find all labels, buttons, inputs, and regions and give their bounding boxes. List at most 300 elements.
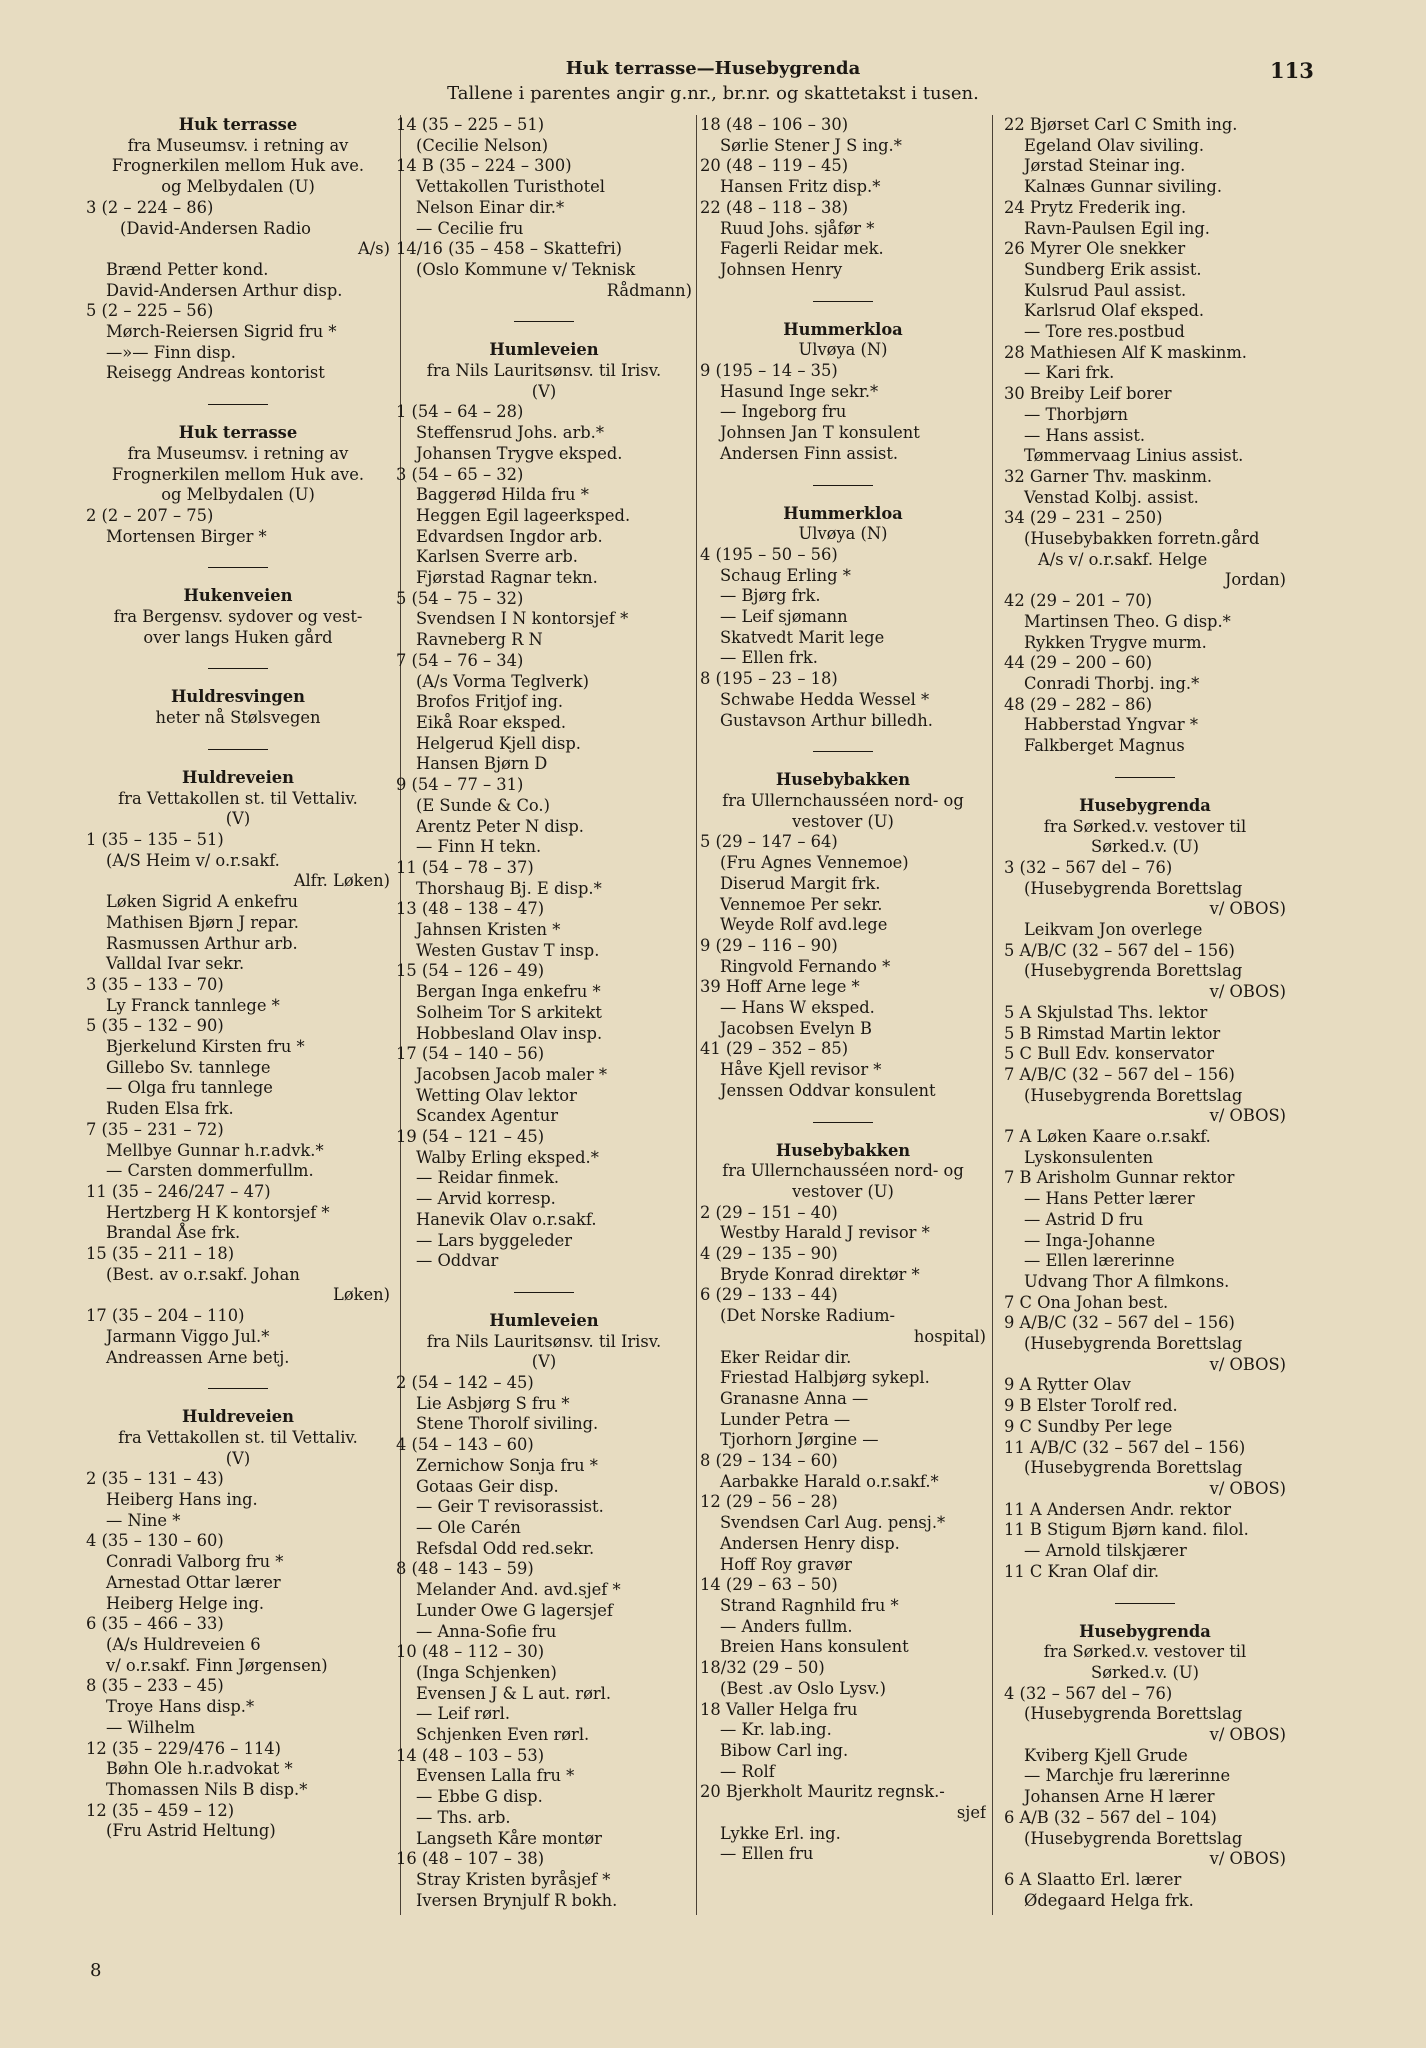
address-line: 11 A Andersen Andr. rektor	[1004, 1499, 1231, 1519]
resident-line: — Ellen fru	[720, 1844, 814, 1864]
street-description: fra Nils Lauritsønsv. til Irisv.	[426, 361, 662, 381]
resident-line: — Hans assist.	[1024, 425, 1146, 445]
resident-line: (A/S Heim v/ o.r.sakf.	[106, 850, 280, 870]
resident-line: — Nine *	[106, 1510, 181, 1530]
page-subtitle: Tallene i parentes angir g.nr., br.nr. og skattetakst i tusen.	[447, 83, 979, 104]
address-line: 6 (35 – 466 – 33)	[86, 1614, 224, 1634]
street-description: og Melbydalen (U)	[161, 177, 315, 197]
street-description: fra Sørked.v. vestover til	[1043, 1642, 1247, 1662]
resident-line: Wetting Olav lektor	[416, 1085, 577, 1105]
address-line: 22 Bjørset Carl C Smith ing.	[1004, 115, 1238, 134]
address-line: 9 (54 – 77 – 31)	[396, 775, 524, 795]
resident-line: (Oslo Kommune v/ Teknisk	[416, 259, 636, 279]
resident-line: Hasund Inge sekr.*	[720, 381, 879, 401]
resident-line: (Fru Astrid Heltung)	[106, 1821, 276, 1841]
resident-line: Weyde Rolf avd.lege	[720, 915, 888, 935]
address-line: 3 (54 – 65 – 32)	[396, 464, 524, 484]
street-heading: Hummerkloa	[783, 503, 903, 523]
resident-line: Eker Reidar dir.	[720, 1347, 852, 1367]
address-line: 8 (29 – 134 – 60)	[700, 1451, 838, 1471]
street-heading: Husebybakken	[775, 1140, 911, 1160]
address-line: 44 (29 – 200 – 60)	[1004, 653, 1153, 673]
address-line: 14 (29 – 63 – 50)	[700, 1575, 838, 1595]
street-description: fra Ullernchausséen nord- og	[722, 790, 964, 810]
continuation-line: v/ OBOS)	[1209, 1106, 1286, 1126]
address-line: 2 (54 – 142 – 45)	[396, 1373, 534, 1393]
address-line: 14 (48 – 103 – 53)	[396, 1745, 545, 1765]
address-line: 19 (54 – 121 – 45)	[396, 1127, 545, 1147]
resident-line: — Anders fullm.	[720, 1616, 853, 1636]
street-description: (V)	[531, 381, 557, 401]
resident-line: Conradi Thorbj. ing.*	[1024, 673, 1200, 693]
resident-line: — Arnold tilskjærer	[1024, 1541, 1187, 1561]
address-line: 15 (35 – 211 – 18)	[86, 1244, 235, 1264]
address-line: 3 (2 – 224 – 86)	[86, 197, 214, 217]
address-line: 5 (35 – 132 – 90)	[86, 1016, 224, 1036]
resident-line: Bryde Konrad direktør *	[720, 1264, 920, 1284]
resident-line: Schwabe Hedda Wessel *	[720, 689, 930, 709]
resident-line: Stene Thorolf siviling.	[416, 1414, 599, 1434]
street-description: (V)	[531, 1352, 557, 1372]
address-line: 7 A Løken Kaare o.r.sakf.	[1004, 1127, 1211, 1147]
street-description: Frognerkilen mellom Huk ave.	[111, 156, 365, 176]
resident-line: Andersen Henry disp.	[720, 1533, 900, 1553]
resident-line: Arentz Peter N disp.	[416, 816, 584, 836]
resident-line: (Best. av o.r.sakf. Johan	[106, 1264, 300, 1284]
address-line: 28 Mathiesen Alf K maskinm.	[1004, 342, 1247, 362]
address-line: 8 (35 – 233 – 45)	[86, 1676, 224, 1696]
resident-line: Evensen J & L aut. rørl.	[416, 1683, 612, 1703]
resident-line: Fjørstad Ragnar tekn.	[416, 568, 598, 588]
street-heading: Husebybakken	[775, 770, 911, 790]
resident-line: — Ole Carén	[416, 1518, 521, 1537]
resident-line: Falkberget Magnus	[1024, 736, 1185, 756]
address-line: 16 (48 – 107 – 38)	[396, 1849, 545, 1869]
continuation-line: v/ OBOS)	[1209, 1479, 1286, 1498]
resident-line: Schaug Erling *	[720, 565, 851, 585]
address-line: 41 (29 – 352 – 85)	[700, 1039, 849, 1059]
street-description: Ulvøya (N)	[798, 340, 888, 360]
street-description: fra Museumsv. i retning av	[127, 135, 349, 155]
resident-line: — Bjørg frk.	[720, 586, 821, 606]
street-description: over langs Huken gård	[143, 627, 333, 647]
address-line: 9 A/B/C (32 – 567 del – 156)	[1004, 1313, 1235, 1333]
resident-line: Andreassen Arne betj.	[106, 1347, 290, 1367]
resident-line: Johansen Trygve eksped.	[416, 443, 623, 463]
address-line: 9 (29 – 116 – 90)	[700, 935, 838, 955]
resident-line: Skatvedt Marit lege	[720, 627, 885, 647]
resident-line: — Hans W eksped.	[720, 998, 875, 1018]
address-line: 9 C Sundby Per lege	[1004, 1416, 1173, 1436]
resident-line: Lie Asbjørg S fru *	[416, 1393, 570, 1413]
address-line: 9 A Rytter Olav	[1004, 1375, 1131, 1395]
resident-line: Ringvold Fernando *	[720, 956, 891, 976]
resident-line: Svendsen Carl Aug. pensj.*	[720, 1513, 946, 1533]
resident-line: Vettakollen Turisthotel	[416, 177, 605, 197]
resident-line: — Reidar finmek.	[416, 1168, 560, 1188]
resident-line: Svendsen I N kontorsjef *	[416, 609, 629, 629]
resident-line: — Oddvar	[416, 1251, 499, 1271]
address-line: 5 A Skjulstad Ths. lektor	[1004, 1002, 1208, 1022]
section-divider	[813, 751, 873, 752]
resident-line: Lykke Erl. ing.	[720, 1823, 841, 1843]
resident-line: Hansen Fritz disp.*	[720, 177, 881, 197]
address-line: 42 (29 – 201 – 70)	[1004, 591, 1153, 611]
resident-line: — Leif sjømann	[720, 607, 848, 627]
continuation-line: hospital)	[913, 1326, 986, 1346]
resident-line: (Husebygrenda Borettslag	[1024, 878, 1243, 898]
resident-line: (Best .av Oslo Lysv.)	[720, 1678, 887, 1698]
resident-line: Stray Kristen byråsjef *	[416, 1869, 611, 1889]
resident-line: Arnestad Ottar lærer	[106, 1572, 281, 1592]
section-divider	[813, 301, 873, 302]
resident-line: (Husebygrenda Borettslag	[1024, 961, 1243, 981]
address-line: 12 (35 – 459 – 12)	[86, 1800, 235, 1820]
resident-line: Udvang Thor A filmkons.	[1024, 1271, 1230, 1291]
resident-line: — Rolf	[720, 1761, 775, 1781]
resident-line: Ruden Elsa frk.	[106, 1099, 234, 1119]
continuation-line: v/ OBOS)	[1209, 899, 1286, 919]
resident-line: Helgerud Kjell disp.	[416, 733, 581, 753]
street-description: Ulvøya (N)	[798, 524, 888, 544]
address-line: 14/16 (35 – 458 – Skattefri)	[396, 239, 623, 259]
resident-line: — Geir T revisorassist.	[416, 1497, 604, 1517]
resident-line: — Cecilie fru	[416, 218, 524, 238]
continuation-line: v/ OBOS)	[1209, 1849, 1286, 1869]
resident-line: — Hans Petter lærer	[1024, 1189, 1195, 1209]
address-line: 18 Valler Helga fru	[700, 1699, 858, 1719]
resident-line: Jacobsen Jacob maler *	[416, 1064, 608, 1084]
resident-line: A/s v/ o.r.sakf. Helge	[1038, 549, 1208, 569]
street-description: fra Vettakollen st. til Vettaliv.	[118, 1427, 358, 1447]
address-line: 8 (48 – 143 – 59)	[396, 1559, 534, 1579]
resident-line: Håve Kjell revisor *	[720, 1060, 882, 1080]
resident-line: Hansen Bjørn D	[416, 754, 548, 774]
resident-line: (Cecilie Nelson)	[416, 135, 549, 155]
resident-line: Karlsen Sverre arb.	[416, 547, 578, 567]
section-divider	[514, 321, 574, 322]
section-divider	[1115, 777, 1175, 778]
resident-line: Jarmann Viggo Jul.*	[106, 1326, 270, 1346]
section-divider	[208, 668, 268, 669]
resident-line: Rykken Trygve murm.	[1024, 632, 1207, 652]
resident-line: Kviberg Kjell Grude	[1024, 1745, 1188, 1765]
street-description: fra Vettakollen st. til Vettaliv.	[118, 788, 358, 808]
address-line: 7 B Arisholm Gunnar rektor	[1004, 1168, 1235, 1188]
address-line: 12 (35 – 229/476 – 114)	[86, 1738, 282, 1758]
resident-line: (Husebygrenda Borettslag	[1024, 1085, 1243, 1105]
resident-line: (E Sunde & Co.)	[416, 795, 550, 815]
address-line: 1 (35 – 135 – 51)	[86, 829, 224, 849]
resident-line: Mortensen Birger *	[106, 526, 267, 546]
street-description: vestover (U)	[792, 811, 894, 831]
resident-line: Melander And. avd.sjef *	[416, 1580, 621, 1600]
resident-line: Sørlie Stener J S ing.*	[720, 135, 902, 155]
resident-line: (A/s Huldreveien 6	[106, 1635, 261, 1654]
resident-line: Gustavson Arthur billedh.	[720, 710, 933, 730]
address-line: 5 (54 – 75 – 32)	[396, 588, 524, 608]
resident-line: (David-Andersen Radio	[120, 218, 311, 238]
column-3	[700, 115, 986, 1945]
resident-line: Troye Hans disp.*	[106, 1697, 255, 1717]
address-line: 7 (54 – 76 – 34)	[396, 650, 524, 670]
resident-line: — Ellen lærerinne	[1024, 1251, 1175, 1271]
resident-line: (Husebygrenda Borettslag	[1024, 1704, 1243, 1724]
street-description: fra Museumsv. i retning av	[127, 443, 349, 463]
address-line: 48 (29 – 282 – 86)	[1004, 694, 1153, 714]
resident-line: Egeland Olav siviling.	[1024, 135, 1205, 155]
address-line: 5 (2 – 225 – 56)	[86, 301, 214, 321]
resident-line: — Kr. lab.ing.	[720, 1720, 832, 1740]
address-line: 11 C Kran Olaf dir.	[1004, 1561, 1160, 1581]
resident-line: — Tore res.postbud	[1024, 322, 1185, 342]
resident-line: Lyskonsulenten	[1024, 1147, 1154, 1167]
resident-line: Andersen Finn assist.	[720, 443, 899, 463]
resident-line: Leikvam Jon overlege	[1024, 920, 1203, 940]
address-line: 20 (48 – 119 – 45)	[700, 156, 849, 176]
resident-line: — Marchje fru lærerinne	[1024, 1766, 1231, 1786]
resident-line: Edvardsen Ingdor arb.	[416, 526, 603, 546]
resident-line: Langseth Kåre montør	[416, 1828, 602, 1848]
resident-line: — Carsten dommerfullm.	[106, 1161, 314, 1181]
resident-line: Heggen Egil lageerksped.	[416, 505, 631, 525]
resident-line: Fagerli Reidar mek.	[720, 239, 884, 259]
address-line: 4 (195 – 50 – 56)	[700, 544, 838, 564]
address-line: 2 (35 – 131 – 43)	[86, 1469, 224, 1489]
resident-line: Steffensrud Johs. arb.*	[416, 423, 604, 443]
resident-line: — Finn H tekn.	[416, 837, 542, 857]
resident-line: Rasmussen Arthur arb.	[106, 933, 298, 953]
resident-line: Tømmervaag Linius assist.	[1024, 446, 1244, 466]
address-line: 7 (35 – 231 – 72)	[86, 1119, 224, 1139]
continuation-line: v/ OBOS)	[1209, 1725, 1286, 1745]
resident-line: — Anna-Sofie fru	[416, 1621, 557, 1641]
resident-line: Johnsen Jan T konsulent	[720, 423, 920, 443]
address-line: 18/32 (29 – 50)	[700, 1658, 825, 1678]
address-line: 5 C Bull Edv. konservator	[1004, 1044, 1215, 1064]
street-description: fra Sørked.v. vestover til	[1043, 816, 1247, 836]
resident-line: Heiberg Hans ing.	[106, 1490, 258, 1510]
resident-line: Mellbye Gunnar h.r.advk.*	[106, 1140, 324, 1160]
resident-line: Westby Harald J revisor *	[720, 1223, 930, 1243]
resident-line: Kalnæs Gunnar siviling.	[1024, 177, 1222, 197]
resident-line: Karlsrud Olaf eksped.	[1024, 301, 1205, 321]
resident-line: — Ebbe G disp.	[416, 1787, 543, 1807]
resident-line: Hobbesland Olav insp.	[416, 1023, 603, 1043]
street-description: (V)	[225, 1448, 251, 1468]
address-line: 4 (35 – 130 – 60)	[86, 1531, 224, 1551]
address-line: 6 A/B (32 – 567 del – 104)	[1004, 1807, 1217, 1827]
address-line: 11 B Stigum Bjørn kand. filol.	[1004, 1520, 1249, 1540]
address-line: 5 A/B/C (32 – 567 del – 156)	[1004, 940, 1235, 960]
continuation-line: v/ OBOS)	[1209, 982, 1286, 1002]
address-line: 1 (54 – 64 – 28)	[396, 402, 524, 422]
resident-line: Zernichow Sonja fru *	[416, 1455, 598, 1475]
resident-line: — Lars byggeleder	[416, 1230, 573, 1250]
resident-line: (Husebygrenda Borettslag	[1024, 1458, 1243, 1478]
resident-line: Tjorhorn Jørgine —	[720, 1430, 879, 1450]
address-line: 8 (195 – 23 – 18)	[700, 669, 838, 689]
resident-line: —»— Finn disp.	[106, 342, 236, 362]
address-line: 17 (35 – 204 – 110)	[86, 1306, 245, 1326]
resident-line: Bjerkelund Kirsten fru *	[106, 1037, 305, 1057]
resident-line: (Inga Schjenken)	[416, 1662, 557, 1682]
resident-line: Martinsen Theo. G disp.*	[1024, 611, 1231, 631]
column-2	[396, 115, 692, 1945]
resident-line: Thorshaug Bj. E disp.*	[416, 878, 602, 898]
continuation-line: Alfr. Løken)	[293, 871, 390, 891]
page-header	[0, 56, 1426, 106]
resident-line: Hanevik Olav o.r.sakf.	[416, 1209, 597, 1229]
street-heading: Huldreveien	[182, 767, 294, 787]
address-line: 14 B (35 – 224 – 300)	[396, 156, 572, 176]
resident-line: Evensen Lalla fru *	[416, 1766, 575, 1786]
street-heading: Humleveien	[489, 340, 599, 360]
resident-line: Strand Ragnhild fru *	[720, 1596, 899, 1615]
resident-line: Vennemoe Per sekr.	[720, 894, 883, 914]
resident-line: Ravn-Paulsen Egil ing.	[1024, 218, 1210, 238]
section-divider	[208, 567, 268, 568]
resident-line: Reisegg Andreas kontorist	[106, 363, 325, 383]
section-divider	[813, 485, 873, 486]
resident-line: (Husebybakken forretn.gård	[1024, 529, 1260, 549]
resident-line: Johnsen Henry	[720, 259, 843, 279]
resident-line: Schjenken Even rørl.	[416, 1725, 590, 1745]
continuation-line: Jordan)	[1224, 570, 1286, 590]
resident-line: Mørch-Reiersen Sigrid fru *	[106, 322, 337, 342]
resident-line: — Leif rørl.	[416, 1704, 511, 1724]
address-line: 10 (48 – 112 – 30)	[396, 1642, 545, 1662]
resident-line: Brandal Åse frk.	[106, 1223, 241, 1243]
resident-line: Ravneberg R N	[416, 630, 543, 650]
resident-line: Nelson Einar dir.*	[416, 197, 565, 217]
resident-line: Hoff Roy gravør	[720, 1554, 852, 1574]
address-line: 5 (29 – 147 – 64)	[700, 832, 838, 852]
street-description: vestover (U)	[792, 1181, 894, 1201]
resident-line: Refsdal Odd red.sekr.	[416, 1538, 595, 1558]
resident-line: Kulsrud Paul assist.	[1024, 280, 1187, 300]
address-line: 9 B Elster Torolf red.	[1004, 1396, 1178, 1416]
address-line: 11 (35 – 246/247 – 47)	[86, 1181, 271, 1201]
resident-line: Valldal Ivar sekr.	[106, 954, 245, 974]
address-line: 9 (195 – 14 – 35)	[700, 361, 838, 381]
resident-line: Bibow Carl ing.	[720, 1740, 849, 1760]
address-line: 12 (29 – 56 – 28)	[700, 1492, 838, 1512]
column-1	[86, 115, 390, 1945]
street-description: fra Bergensv. sydover og vest-	[113, 607, 363, 627]
column-4	[1004, 115, 1286, 1945]
street-description: Sørked.v. (U)	[1091, 837, 1199, 857]
resident-line: — Ellen frk.	[720, 648, 818, 668]
resident-line: Conradi Valborg fru *	[106, 1552, 284, 1572]
address-line: 2 (29 – 151 – 40)	[700, 1202, 838, 1222]
section-divider	[208, 1388, 268, 1389]
street-heading: Humleveien	[489, 1310, 599, 1330]
resident-line: — Wilhelm	[106, 1717, 196, 1737]
address-line: 11 (54 – 78 – 37)	[396, 857, 534, 877]
address-line: 17 (54 – 140 – 56)	[396, 1044, 545, 1064]
address-line: 26 Myrer Ole snekker	[1004, 239, 1186, 259]
resident-line: Bøhn Ole h.r.advokat *	[106, 1759, 293, 1779]
resident-line: Diserud Margit frk.	[720, 873, 881, 893]
address-line: 5 B Rimstad Martin lektor	[1004, 1023, 1221, 1043]
section-divider	[813, 1122, 873, 1123]
resident-line: — Olga fru tannlege	[106, 1078, 273, 1098]
resident-line: — Arvid korresp.	[416, 1189, 556, 1209]
resident-line: Gotaas Geir disp.	[416, 1476, 559, 1496]
resident-line: Jørstad Steinar ing.	[1024, 156, 1186, 176]
address-line: 15 (54 – 126 – 49)	[396, 961, 545, 981]
resident-line: Ruud Johs. sjåfør *	[720, 218, 875, 238]
resident-line: Breien Hans konsulent	[720, 1637, 909, 1657]
resident-line: (Det Norske Radium-	[720, 1306, 896, 1326]
section-divider	[1115, 1603, 1175, 1604]
street-description: og Melbydalen (U)	[161, 485, 315, 505]
resident-line: Jacobsen Evelyn B	[720, 1018, 872, 1038]
address-line: 24 Prytz Frederik ing.	[1004, 197, 1187, 217]
resident-line: Baggerød Hilda fru *	[416, 485, 589, 505]
address-line: 4 (29 – 135 – 90)	[700, 1244, 838, 1264]
resident-line: Jenssen Oddvar konsulent	[720, 1080, 936, 1100]
address-line: 34 (29 – 231 – 250)	[1004, 508, 1163, 528]
address-line: 13 (48 – 138 – 47)	[396, 899, 545, 919]
address-line: 14 (35 – 225 – 51)	[396, 115, 545, 134]
resident-line: Thomassen Nils B disp.*	[106, 1779, 308, 1799]
resident-line: — Ingeborg fru	[720, 402, 847, 422]
section-divider	[208, 749, 268, 750]
resident-line: Brofos Fritjof ing.	[416, 692, 564, 712]
resident-line: Brænd Petter kond.	[106, 259, 269, 279]
address-line: 2 (2 – 207 – 75)	[86, 505, 214, 525]
resident-line: Venstad Kolbj. assist.	[1024, 487, 1199, 507]
continuation-line: v/ OBOS)	[1209, 1354, 1286, 1374]
address-line: 7 A/B/C (32 – 567 del – 156)	[1004, 1064, 1235, 1084]
resident-line: Granasne Anna —	[720, 1388, 869, 1408]
resident-line: (A/s Vorma Teglverk)	[416, 671, 589, 691]
address-line: 6 (29 – 133 – 44)	[700, 1285, 838, 1305]
resident-line: (Husebygrenda Borettslag	[1024, 1334, 1243, 1354]
street-heading: Huk terrasse	[178, 423, 298, 443]
resident-line: Ødegaard Helga frk.	[1024, 1890, 1194, 1910]
column-rule	[696, 115, 697, 1915]
resident-line: — Astrid D fru	[1024, 1209, 1144, 1229]
address-line: 3 (32 – 567 del – 76)	[1004, 857, 1173, 877]
street-heading: Husebygrenda	[1079, 795, 1211, 815]
resident-line: Scandex Agentur	[416, 1106, 558, 1126]
resident-line: Westen Gustav T insp.	[416, 940, 600, 960]
resident-line: Walby Erling eksped.*	[416, 1147, 599, 1167]
resident-line: — Kari frk.	[1024, 363, 1115, 383]
continuation-line: Løken)	[333, 1285, 390, 1305]
resident-line: (Husebygrenda Borettslag	[1024, 1828, 1243, 1848]
resident-line: Lunder Owe G lagersjef	[416, 1600, 613, 1620]
street-heading: Husebygrenda	[1079, 1621, 1211, 1641]
resident-line: Eikå Roar eksped.	[416, 712, 567, 732]
resident-line: — Ths. arb.	[416, 1807, 511, 1827]
address-line: 3 (35 – 133 – 70)	[86, 974, 224, 994]
street-heading: Huldresvingen	[171, 687, 305, 707]
street-description: heter nå Stølsvegen	[155, 708, 321, 728]
street-description: Frognerkilen mellom Huk ave.	[111, 464, 365, 484]
street-description: fra Ullernchausséen nord- og	[722, 1161, 964, 1181]
address-line: 18 (48 – 106 – 30)	[700, 115, 849, 134]
resident-line: Gillebo Sv. tannlege	[106, 1057, 271, 1077]
resident-line: Sundberg Erik assist.	[1024, 259, 1202, 279]
resident-line: Heiberg Helge ing.	[106, 1593, 265, 1613]
section-divider	[514, 1292, 574, 1293]
resident-line: — Thorbjørn	[1024, 404, 1128, 424]
resident-line: Hertzberg H K kontorsjef *	[106, 1202, 330, 1222]
